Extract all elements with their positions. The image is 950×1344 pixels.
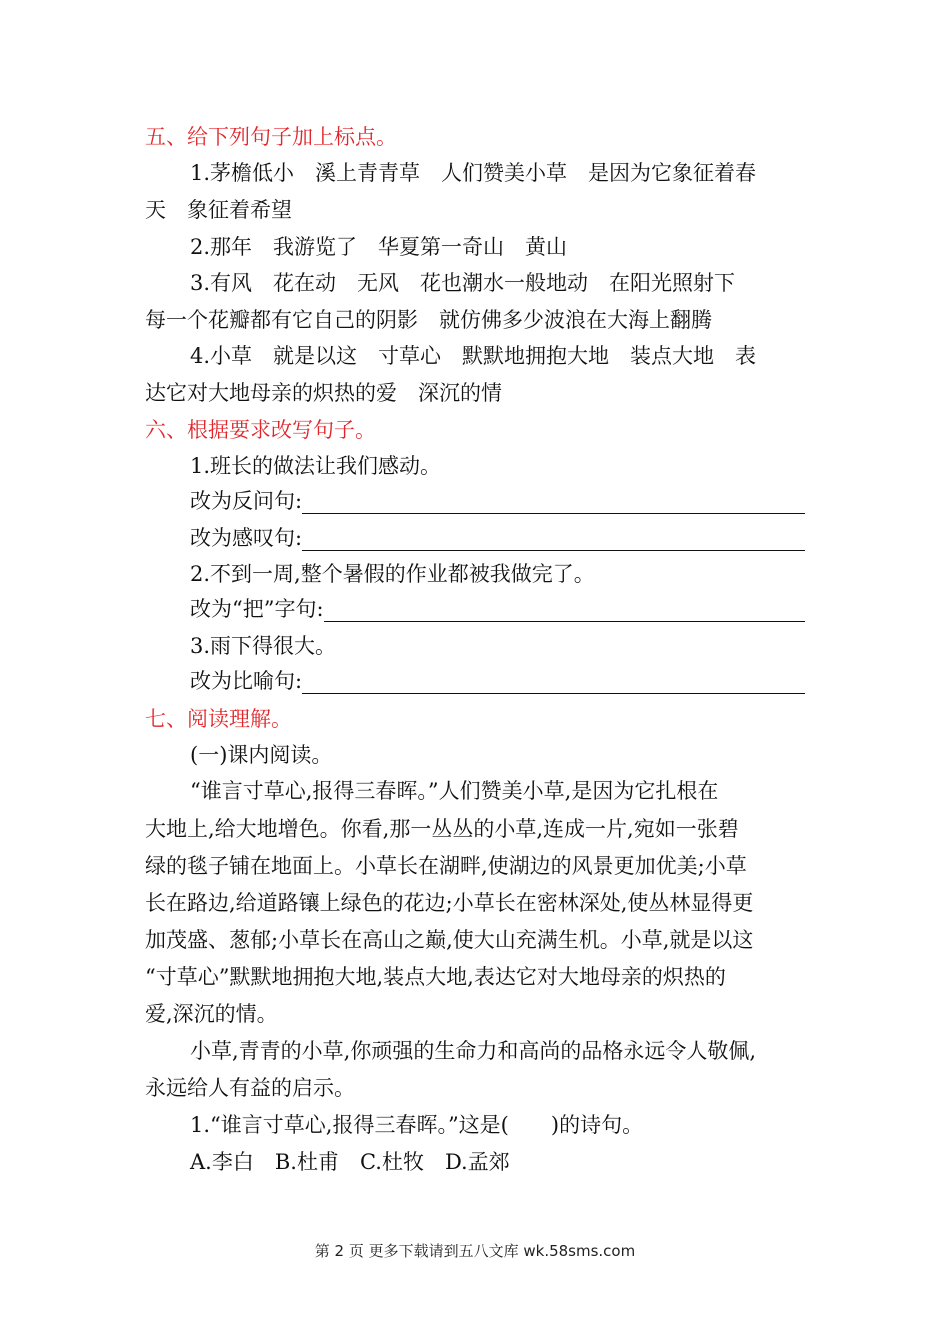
s7-question-1-options: A.李白 B.杜甫 C.杜牧 D.孟郊 <box>190 1150 510 1174</box>
s6-answer-row-1b <box>190 523 805 553</box>
answer-blank[interactable] <box>302 669 805 694</box>
passage-line: 大地上,给大地增色。你看,那一丛丛的小草,连成一片,宛如一张碧 <box>145 817 739 841</box>
passage-line: 小草,青青的小草,你顽强的生命力和高尚的品格永远令人敬佩, <box>190 1039 757 1063</box>
s5-line-4: 3.有风 花在动 无风 花也潮水一般地动 在阳光照射下 <box>190 271 736 295</box>
s6-answer-row-2 <box>190 594 805 624</box>
passage-line: “谁言寸草心,报得三春晖。”人们赞美小草,是因为它扎根在 <box>190 779 719 803</box>
s6-answer-row-3 <box>190 666 805 696</box>
passage-line: 永远给人有益的启示。 <box>145 1076 355 1100</box>
passage-line: 长在路边,给道路镶上绿色的花边;小草长在密林深处,使丛林显得更 <box>145 891 754 915</box>
s5-line-5: 每一个花瓣都有它自己的阴影 就仿佛多少波浪在大海上翻腾 <box>145 308 712 332</box>
s5-line-2: 天 象征着希望 <box>145 198 292 222</box>
passage-line: 爱,深沉的情。 <box>145 1002 278 1026</box>
answer-label: 改为“把”字句: <box>190 597 324 621</box>
answer-blank[interactable] <box>302 526 805 551</box>
s5-line-1: 1.茅檐低小 溪上青青草 人们赞美小草 是因为它象征着春 <box>190 161 757 185</box>
answer-blank[interactable] <box>302 489 805 514</box>
s7-subtitle: (一)课内阅读。 <box>190 743 333 767</box>
s5-line-6: 4.小草 就是以这 寸草心 默默地拥抱大地 装点大地 表 <box>190 344 757 368</box>
s5-line-7: 达它对大地母亲的炽热的爱 深沉的情 <box>145 381 502 405</box>
answer-blank[interactable] <box>324 597 805 622</box>
s5-line-3: 2.那年 我游览了 华夏第一奇山 黄山 <box>190 235 568 259</box>
answer-label: 改为比喻句: <box>190 669 303 693</box>
s7-question-1: 1.“谁言寸草心,报得三春晖。”这是( )的诗句。 <box>190 1113 644 1137</box>
passage-line: 绿的毯子铺在地面上。小草长在湖畔,使湖边的风景更加优美;小草 <box>145 854 747 878</box>
section-6-title: 六、根据要求改写句子。 <box>145 418 376 442</box>
s6-answer-row-1a <box>190 486 805 516</box>
section-5-title: 五、给下列句子加上标点。 <box>145 125 397 149</box>
s6-question-3: 3.雨下得很大。 <box>190 634 337 658</box>
s6-question-1: 1.班长的做法让我们感动。 <box>190 454 442 478</box>
passage-line: 加茂盛、葱郁;小草长在高山之巅,使大山充满生机。小草,就是以这 <box>145 928 754 952</box>
s6-question-2: 2.不到一周,整个暑假的作业都被我做完了。 <box>190 562 595 586</box>
answer-label: 改为感叹句: <box>190 526 303 550</box>
passage-line: “寸草心”默默地拥抱大地,装点大地,表达它对大地母亲的炽热的 <box>145 965 726 989</box>
page-footer: 第 2 页 更多下载请到五八文库 wk.58sms.com <box>314 1242 636 1260</box>
section-7-title: 七、阅读理解。 <box>145 707 292 731</box>
answer-label: 改为反问句: <box>190 489 303 513</box>
